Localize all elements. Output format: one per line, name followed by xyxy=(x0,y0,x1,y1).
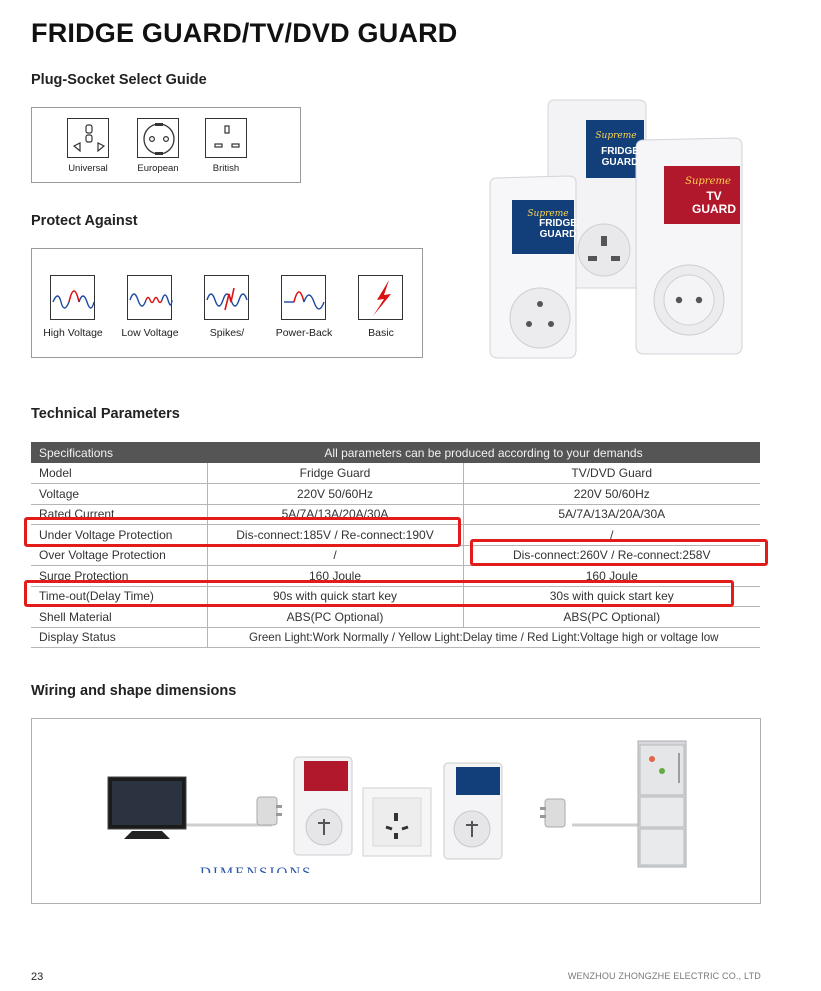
fridge-label-front-2: GUARD xyxy=(539,229,577,240)
plug-guide-box xyxy=(31,107,301,183)
row-tv: TV/DVD Guard xyxy=(463,463,760,484)
protect-label-basic: Basic xyxy=(368,327,394,339)
fridge-guard-device-front xyxy=(490,176,576,358)
protect-label-power-back: Power-Back xyxy=(275,327,333,339)
high-voltage-wave-icon xyxy=(50,275,95,320)
fridge-label-back-1: FRIDGE xyxy=(601,146,639,157)
tv-guard-device xyxy=(636,138,742,354)
brand-logo-front: Supreme xyxy=(527,209,569,219)
row-label: Voltage xyxy=(31,484,207,505)
fridge-label-back-2: GUARD xyxy=(601,157,639,168)
row-fridge: / xyxy=(207,545,463,566)
plug-label-universal: Universal xyxy=(68,163,108,174)
plug-label-european: European xyxy=(137,163,179,174)
spec-header-label: Specifications xyxy=(31,442,207,463)
protect-box xyxy=(31,248,423,358)
table-row xyxy=(31,463,760,484)
row-tv: 30s with quick start key xyxy=(463,586,760,607)
fridge-icon xyxy=(638,741,686,867)
table-row xyxy=(31,627,760,648)
row-label: Under Voltage Protection xyxy=(31,525,207,546)
british-socket-icon xyxy=(205,118,247,158)
fridge-guard-small-icon xyxy=(444,763,502,859)
protect-heading: Protect Against xyxy=(31,213,138,229)
tv-icon xyxy=(108,777,186,839)
row-label: Time-out(Delay Time) xyxy=(31,586,207,607)
row-fridge: ABS(PC Optional) xyxy=(207,607,463,628)
tv-label-1: TV xyxy=(706,189,722,203)
row-label: Surge Protection xyxy=(31,566,207,587)
row-fridge: 5A/7A/13A/20A/30A xyxy=(207,504,463,525)
row-display-status: Green Light:Work Normally / Yellow Light:Delay time / Red Light:Voltage high or voltage low xyxy=(207,627,760,648)
row-label: Display Status xyxy=(31,627,207,648)
row-fridge: Dis-connect:185V / Re-connect:190V xyxy=(207,525,463,546)
brand-logo-back: Supreme xyxy=(595,131,637,141)
spec-header-note: All parameters can be produced according to your demands xyxy=(207,442,760,463)
wiring-box xyxy=(31,718,761,904)
table-row xyxy=(31,484,760,505)
universal-socket-icon xyxy=(67,118,109,158)
plug-icon xyxy=(540,799,565,827)
low-voltage-wave-icon xyxy=(127,275,172,320)
table-row xyxy=(31,607,760,628)
spec-header-row xyxy=(31,442,760,463)
row-fridge: Fridge Guard xyxy=(207,463,463,484)
row-tv: 220V 50/60Hz xyxy=(463,484,760,505)
row-tv: Dis-connect:260V / Re-connect:258V xyxy=(463,545,760,566)
row-fridge: 160 Joule xyxy=(207,566,463,587)
european-socket-icon xyxy=(137,118,179,158)
plug-icon xyxy=(257,797,282,825)
highlight-under-voltage xyxy=(24,517,461,547)
wiring-heading: Wiring and shape dimensions xyxy=(31,683,237,699)
protect-label-high-voltage: High Voltage xyxy=(43,327,103,339)
tech-heading: Technical Parameters xyxy=(31,406,180,422)
company-name: WENZHOU ZHONGZHE ELECTRIC CO., LTD xyxy=(567,971,761,981)
tv-guard-small-icon xyxy=(294,757,352,855)
row-label: Model xyxy=(31,463,207,484)
page-number: 23 xyxy=(31,971,44,983)
protect-label-spikes: Spikes/ xyxy=(209,327,245,339)
row-tv: 5A/7A/13A/20A/30A xyxy=(463,504,760,525)
row-tv: / xyxy=(463,525,760,546)
wall-socket-icon xyxy=(363,788,431,856)
lightning-icon xyxy=(358,275,403,320)
plug-label-british: British xyxy=(212,163,240,174)
product-image xyxy=(488,96,743,362)
row-label: Over Voltage Protection xyxy=(31,545,207,566)
highlight-over-voltage xyxy=(470,539,768,566)
protect-label-low-voltage: Low Voltage xyxy=(121,327,179,339)
power-back-wave-icon xyxy=(281,275,326,320)
wiring-diagram xyxy=(32,719,760,903)
page-title: FRIDGE GUARD/TV/DVD GUARD xyxy=(31,18,458,48)
spikes-wave-icon xyxy=(204,275,249,320)
tv-label-2: GUARD xyxy=(692,202,736,216)
row-fridge: 90s with quick start key xyxy=(207,586,463,607)
plug-guide-heading: Plug-Socket Select Guide xyxy=(31,72,207,88)
fridge-label-front-1: FRIDGE xyxy=(539,218,577,229)
brand-logo-tv: Supreme xyxy=(685,176,731,187)
row-tv: 160 Joule xyxy=(463,566,760,587)
row-label: Shell Material xyxy=(31,607,207,628)
row-label: Rated Current xyxy=(31,504,207,525)
highlight-time-out xyxy=(24,580,734,607)
row-fridge: 220V 50/60Hz xyxy=(207,484,463,505)
row-tv: ABS(PC Optional) xyxy=(463,607,760,628)
